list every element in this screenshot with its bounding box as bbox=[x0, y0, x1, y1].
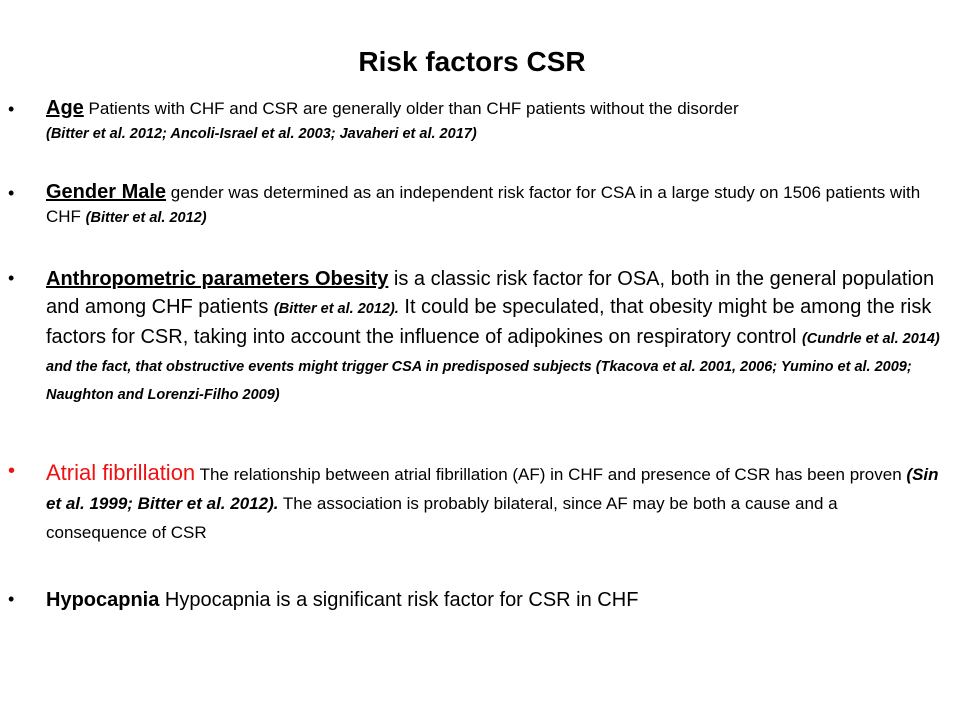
bullet-text bbox=[46, 180, 943, 230]
bullet-heading: Gender Male bbox=[46, 181, 167, 203]
citation: (Bitter et al. 2012; Ancoli-Israel et al. 2003; Javaheri et al. 2017) bbox=[46, 126, 477, 142]
bullet-heading: Hypocapnia bbox=[46, 589, 160, 611]
bullet-marker: • bbox=[8, 268, 15, 288]
bullet-body: Hypocapnia is a significant risk factor for CSR in CHF bbox=[159, 589, 639, 611]
bullet-heading: Anthropometric parameters Obesity bbox=[46, 268, 389, 290]
citation: (Cundrle et al. 2014) and the fact, that obstructive events might trigger CSA in predisposed subjects (Tkacova et al. 2001, 2006; Yumino et al. 2009; Naughton and Lorenzi-Filho 2009) bbox=[46, 331, 940, 403]
bullet-marker: • bbox=[8, 99, 15, 119]
bullet-body: The association is probably bilateral, since AF may be both a cause and a consequence of CSR bbox=[46, 494, 838, 542]
citation: (Bitter et al. 2012). bbox=[273, 301, 399, 317]
bullet-text bbox=[46, 586, 943, 614]
citation: (Bitter et al. 2012) bbox=[85, 210, 207, 226]
bullet-heading: Age bbox=[46, 97, 84, 119]
bullet-item-gender bbox=[8, 180, 943, 230]
bullet-marker: • bbox=[8, 183, 15, 203]
bullet-item-hypocapnia bbox=[8, 586, 943, 614]
citation: (Sin et al. 1999; Bitter et al. 2012). bbox=[46, 465, 939, 513]
bullet-item-atrial-fibrillation bbox=[8, 458, 943, 547]
slide-title: Risk factors CSR bbox=[358, 46, 586, 77]
bullet-body: The relationship between atrial fibrillation (AF) in CHF and presence of CSR has been proven bbox=[195, 465, 907, 484]
bullet-marker: • bbox=[8, 460, 16, 482]
bullet-body: It could be speculated, that obesity might be among the risk factors for CSR, taking into account the influence of adipokines on respiratory control bbox=[46, 296, 932, 348]
bullet-body: is a classic risk factor for OSA, both in the general population and among CHF patients bbox=[46, 268, 935, 318]
bullet-item-anthropometric bbox=[8, 265, 943, 407]
bullet-text bbox=[46, 265, 943, 407]
bullet-body: gender was determined as an independent risk factor for CSA in a large study on 1506 patients with CHF bbox=[46, 183, 921, 226]
bullet-marker: • bbox=[8, 589, 15, 609]
bullet-heading: Atrial fibrillation bbox=[46, 460, 196, 485]
bullet-text bbox=[46, 96, 943, 146]
bullet-item-age bbox=[8, 96, 943, 146]
bullet-body: Patients with CHF and CSR are generally older than CHF patients without the disorder bbox=[83, 99, 739, 118]
bullet-text bbox=[46, 458, 943, 547]
